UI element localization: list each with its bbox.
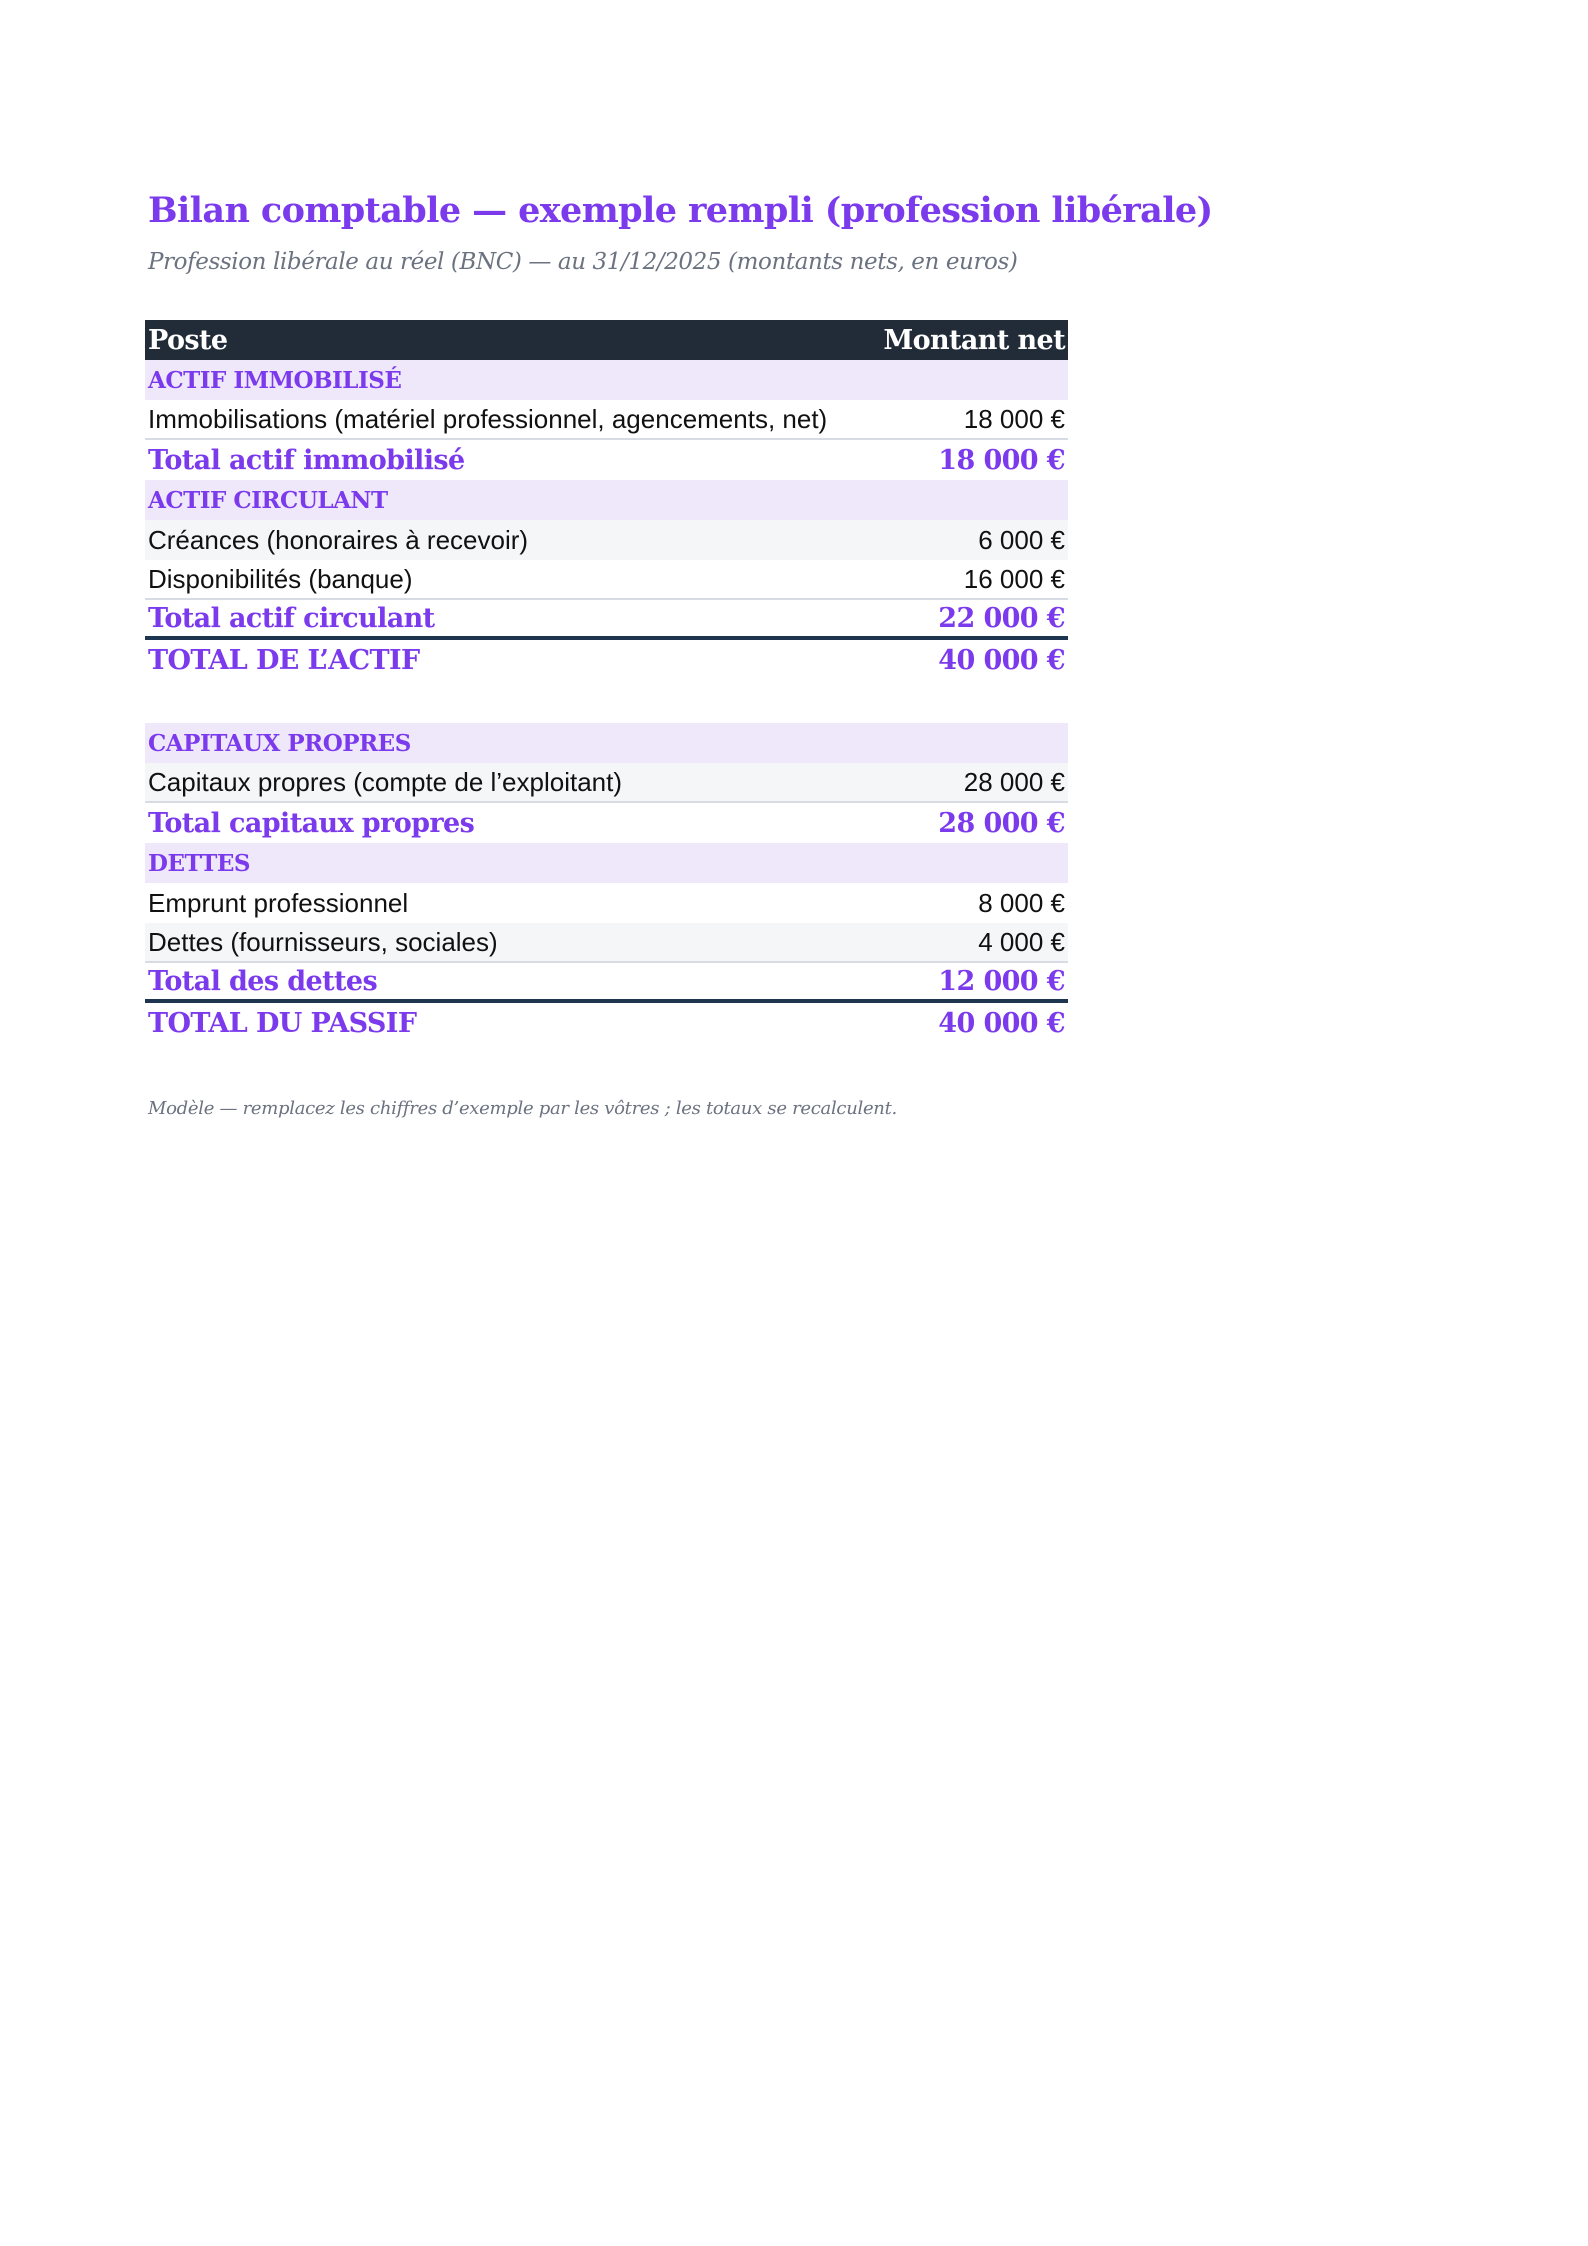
row-label: Disponibilités (banque) [148, 563, 413, 594]
row-label: Emprunt professionnel [148, 887, 409, 918]
row-amount: 8 000 € [978, 887, 1065, 918]
passif-table [145, 723, 1068, 1043]
subtotal-amount: 22 000 € [938, 602, 1065, 634]
grand-total-row-actif [145, 640, 1068, 680]
subtotal-row-actif-immobilise [145, 440, 1068, 480]
row-label: Immobilisations (matériel professionnel, agencements, net) [148, 403, 828, 434]
row-amount: 18 000 € [963, 403, 1065, 434]
table-row [145, 400, 1068, 440]
column-header-poste: Poste [148, 324, 228, 356]
row-amount: 4 000 € [978, 926, 1065, 957]
table-row [145, 520, 1068, 560]
table-row [145, 923, 1068, 963]
section-heading-actif-immobilise [145, 360, 1068, 400]
subtotal-row-dettes [145, 963, 1068, 1003]
page-title: Bilan comptable — exemple rempli (profession libérale) [148, 190, 1213, 231]
column-header-montant: Montant net [883, 324, 1065, 356]
section-heading-actif-circulant [145, 480, 1068, 520]
subtotal-row-capitaux-propres [145, 803, 1068, 843]
row-amount: 6 000 € [978, 524, 1065, 555]
subtotal-amount: 28 000 € [938, 807, 1065, 839]
row-label: Créances (honoraires à recevoir) [148, 524, 529, 555]
subtotal-row-actif-circulant [145, 600, 1068, 640]
grand-total-label: TOTAL DU PASSIF [148, 1007, 417, 1039]
actif-table [145, 320, 1068, 680]
subtotal-label: Total actif circulant [148, 602, 435, 634]
grand-total-row-passif [145, 1003, 1068, 1043]
table-header-row [145, 320, 1068, 360]
row-amount: 28 000 € [963, 766, 1065, 797]
row-label: Capitaux propres (compte de l’exploitant) [148, 766, 623, 797]
section-heading-label: DETTES [148, 849, 251, 877]
section-heading-dettes [145, 843, 1068, 883]
table-row [145, 883, 1068, 923]
grand-total-amount: 40 000 € [938, 644, 1065, 676]
page-subtitle: Profession libérale au réel (BNC) — au 31/12/2025 (montants nets, en euros) [148, 249, 1018, 275]
subtotal-amount: 18 000 € [938, 444, 1065, 476]
table-row [145, 560, 1068, 600]
table-row [145, 763, 1068, 803]
subtotal-label: Total actif immobilisé [148, 444, 465, 476]
section-heading-capitaux-propres [145, 723, 1068, 763]
row-label: Dettes (fournisseurs, sociales) [148, 926, 498, 957]
section-heading-label: ACTIF CIRCULANT [148, 486, 388, 514]
grand-total-label: TOTAL DE L’ACTIF [148, 644, 420, 676]
section-heading-label: ACTIF IMMOBILISÉ [148, 366, 402, 394]
row-amount: 16 000 € [963, 563, 1065, 594]
subtotal-amount: 12 000 € [938, 965, 1065, 997]
grand-total-amount: 40 000 € [938, 1007, 1065, 1039]
footnote: Modèle — remplacez les chiffres d’exemple par les vôtres ; les totaux se recalculent. [148, 1098, 897, 1119]
subtotal-label: Total des dettes [148, 965, 378, 997]
subtotal-label: Total capitaux propres [148, 807, 475, 839]
section-heading-label: CAPITAUX PROPRES [148, 729, 411, 757]
